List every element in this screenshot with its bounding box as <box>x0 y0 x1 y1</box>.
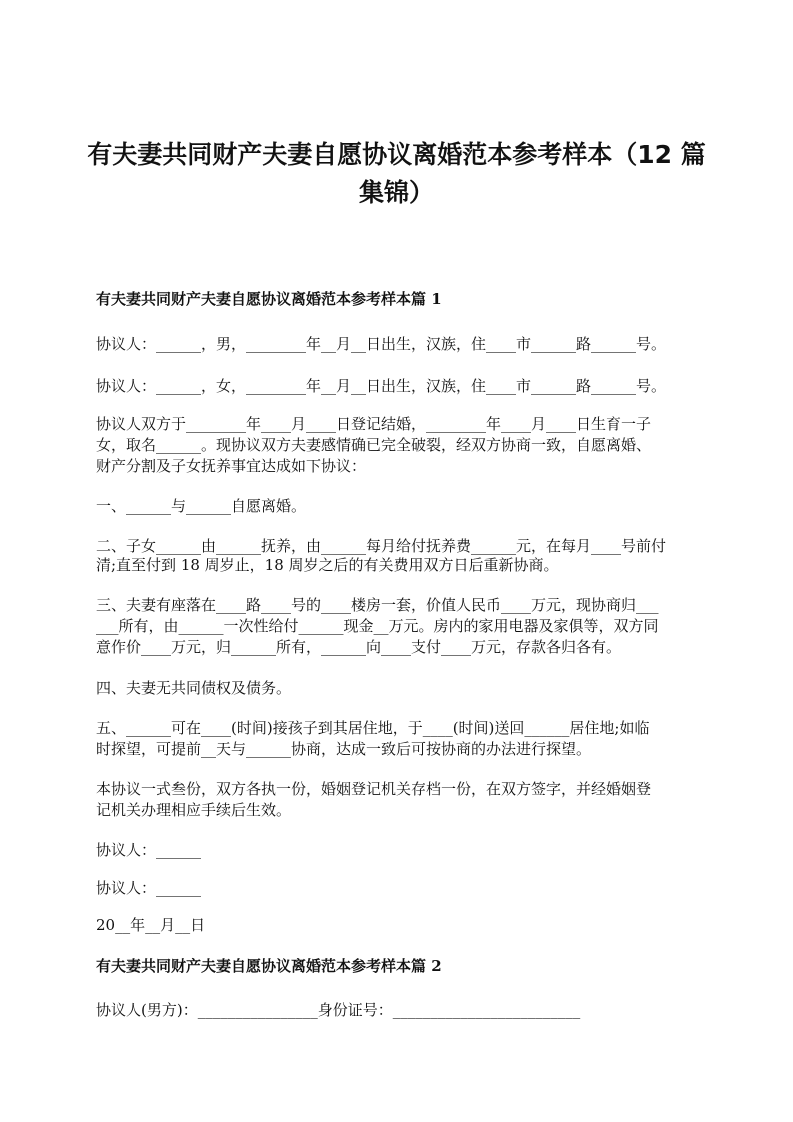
clause-5-line-1: 五、______可在____(时间)接孩子到其居住地，于____(时间)送回______居住地;如临 <box>96 719 650 737</box>
signature-line-1: 协议人：______ <box>96 841 202 859</box>
clause-2-line-1: 二、子女______由______抚养，由______每月给付抚养费______元，在每月____号前付 <box>96 537 667 555</box>
signature-line-2: 协议人：______ <box>96 879 202 897</box>
clause-2-line-2: 清;直至付到 18 周岁止，18 周岁之后的有关费用双方日后重新协商。 <box>96 556 559 574</box>
intro-line-1: 协议人双方于________年____月____日登记结婚，________年____月____日生育一子 <box>96 415 652 433</box>
intro-line-2: 女，取名______。现协议双方夫妻感情确已完全破裂，经双方协商一致，自愿离婚、 <box>96 436 652 454</box>
clause-3-line-1: 三、夫妻有座落在____路____号的____楼房一套，价值人民币____万元，现协商归___ <box>96 596 659 614</box>
document-title: 有夫妻共同财产夫妻自愿协议离婚范本参考样本（12 篇集锦） <box>87 140 706 207</box>
party-2-line: 协议人：______，女，________年__月__日出生，汉族，住____市______路______号。 <box>96 377 667 395</box>
clause-3-line-2: ___所有，由______一次性给付______现金__万元。房内的家用电器及家俱等，双方同 <box>96 617 659 635</box>
date-line: 20__年__月__日 <box>96 916 206 934</box>
party-male-line: 协议人(男方)：________________身份证号：_________________________ <box>96 1001 581 1019</box>
clause-1: 一、______与______自愿离婚。 <box>96 497 307 515</box>
section-2-heading: 有夫妻共同财产夫妻自愿协议离婚范本参考样本篇 2 <box>96 957 442 975</box>
copies-line-2: 记机关办理相应手续后生效。 <box>96 801 292 819</box>
clause-3-line-3: 意作价____万元，归______所有，______向____支付____万元，存款各归各有。 <box>96 638 622 656</box>
intro-line-3: 财产分割及子女抚养事宜达成如下协议： <box>96 457 367 475</box>
copies-line-1: 本协议一式叁份，双方各执一份，婚姻登记机关存档一份，在双方签字，并经婚姻登 <box>96 780 652 798</box>
section-1-heading: 有夫妻共同财产夫妻自愿协议离婚范本参考样本篇 1 <box>96 290 442 308</box>
party-1-line: 协议人：______，男，________年__月__日出生，汉族，住____市______路______号。 <box>96 335 667 353</box>
clause-5-line-2: 时探望，可提前__天与______协商，达成一致后可按协商的办法进行探望。 <box>96 740 592 758</box>
clause-4: 四、夫妻无共同债权及债务。 <box>96 679 292 697</box>
